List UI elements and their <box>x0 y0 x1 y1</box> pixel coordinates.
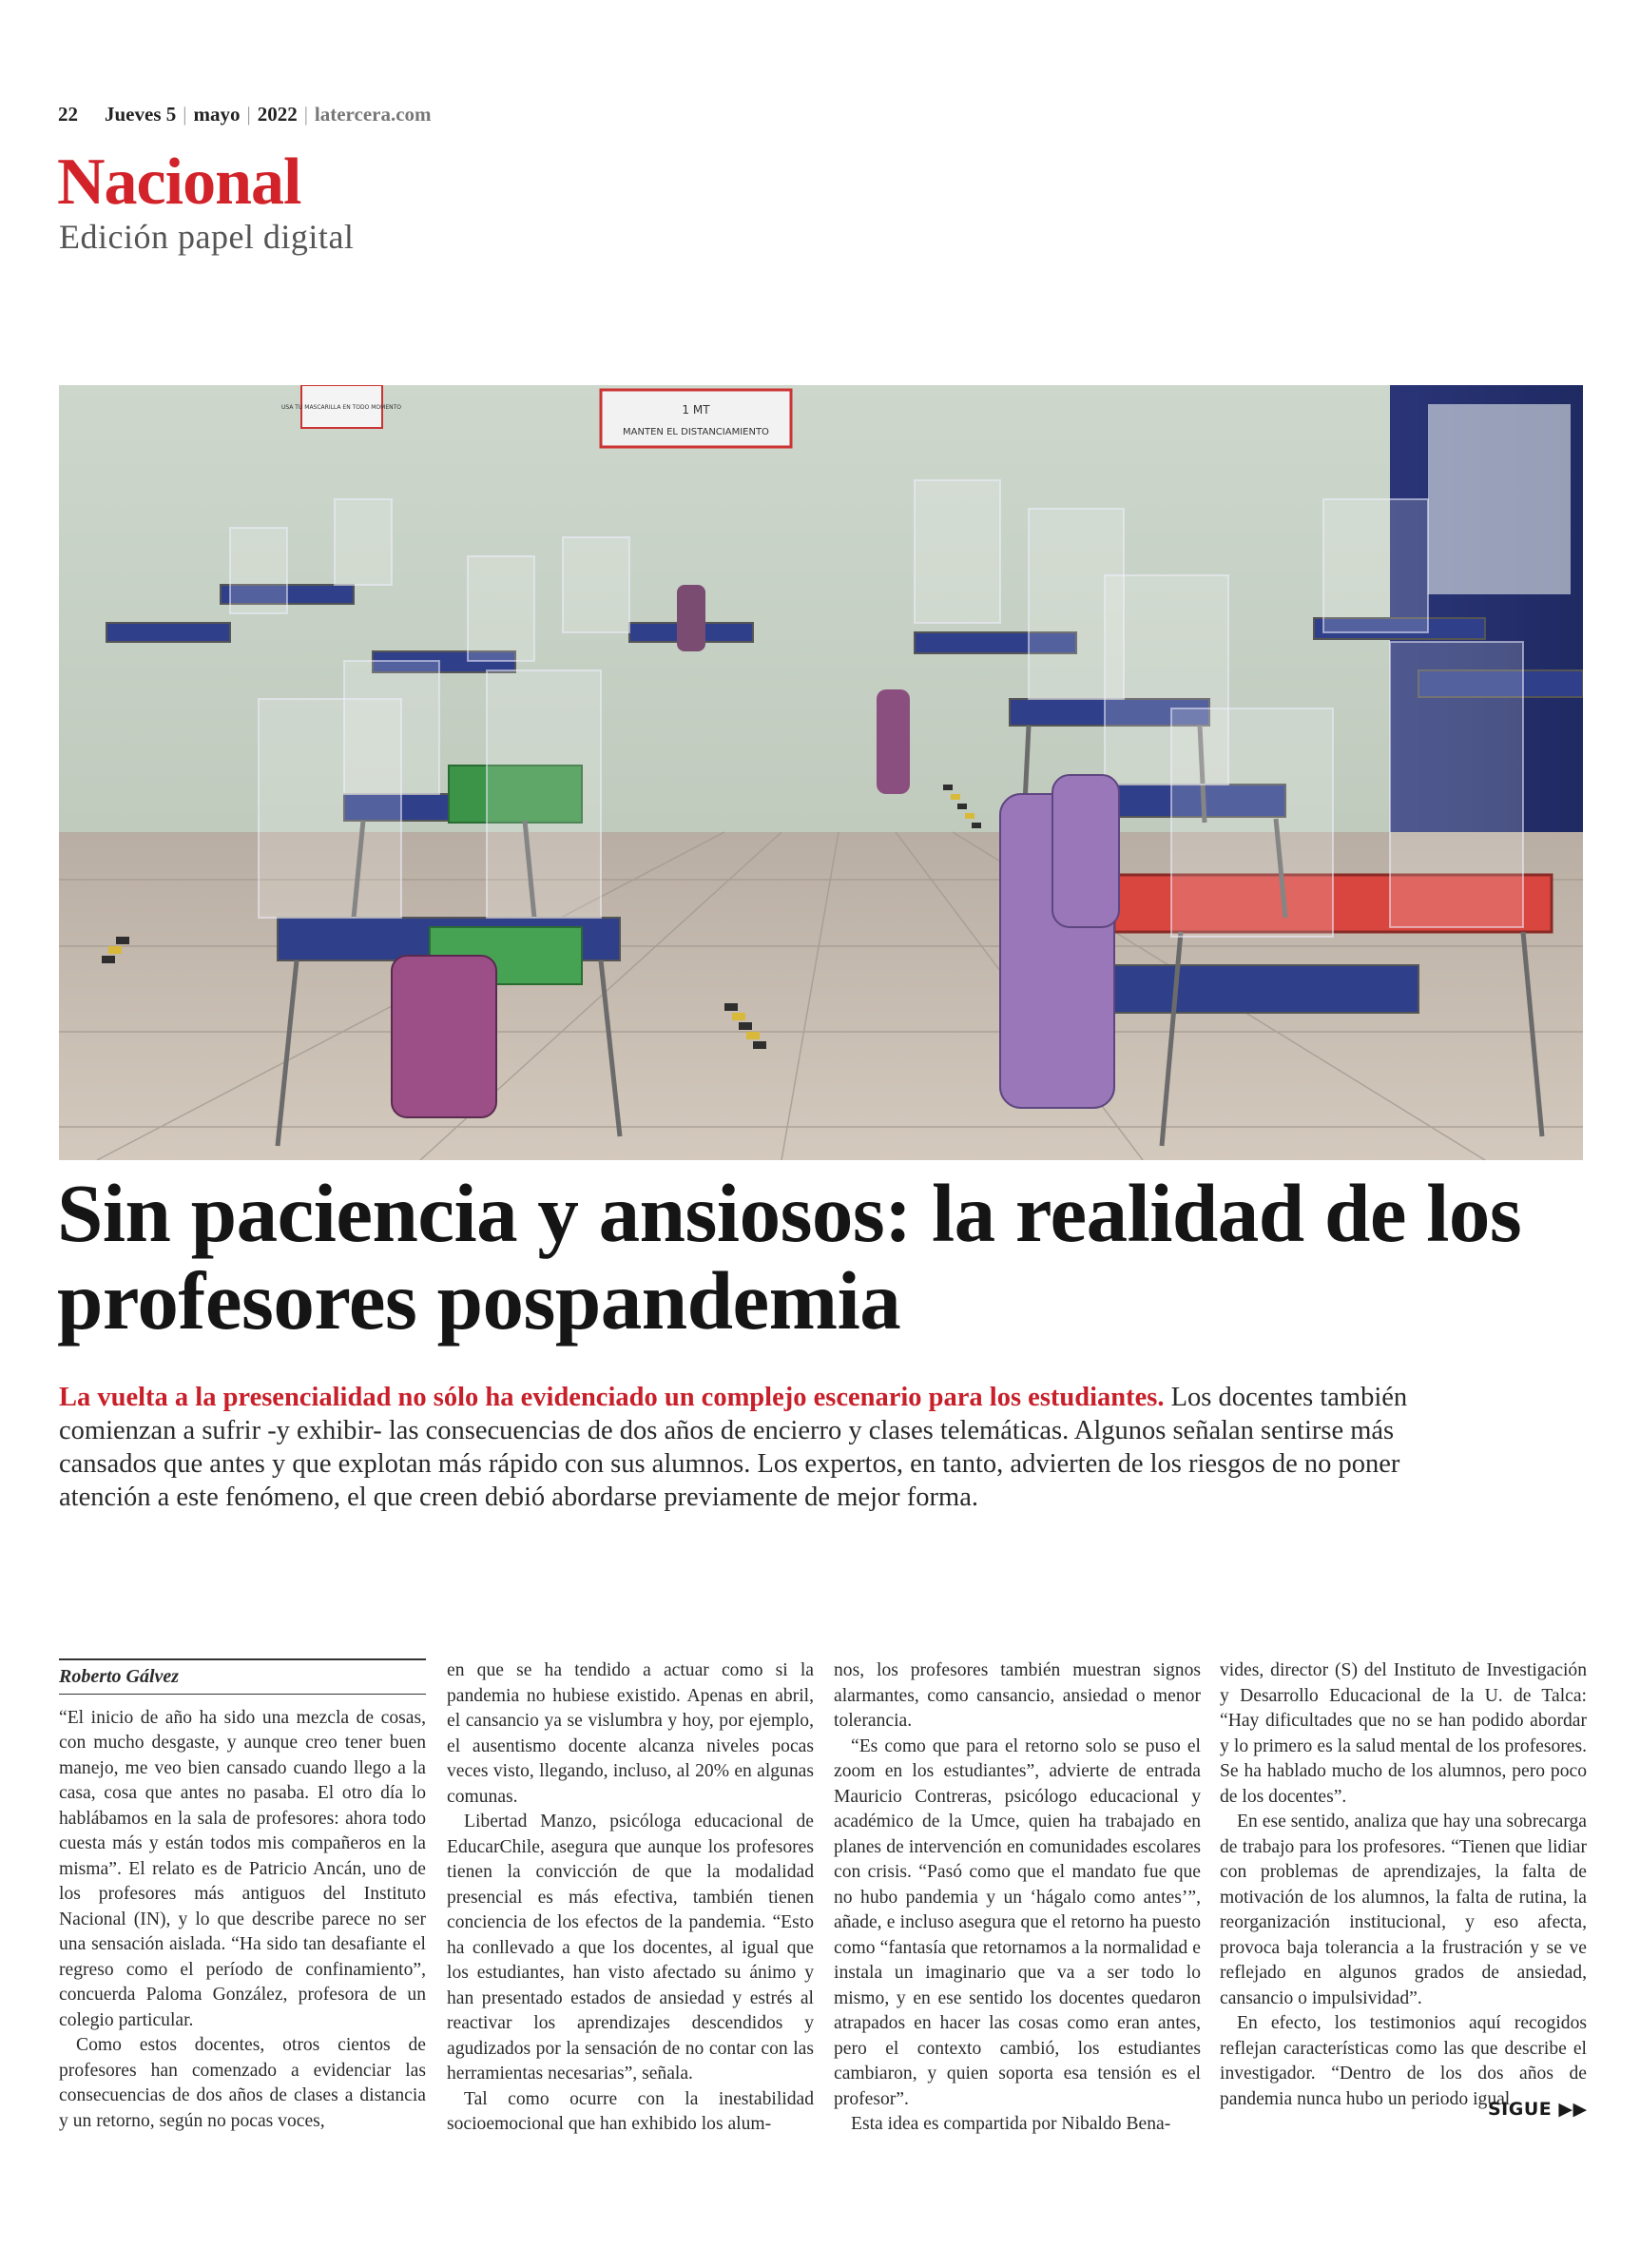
sign-distance: 1 MT <box>682 403 710 417</box>
header-separator: | <box>246 102 251 126</box>
classroom-photo <box>59 385 1583 1160</box>
paragraph: vides, director (S) del Instituto de Investigación y Desarrollo Educacional de la U. de Talca: “Hay dificultades que no se han podido abordar y lo primero es la salud mental de los profesores. Se ha hablado mucho de los alumnos, pero poco de los docentes”. <box>1220 1660 1587 1807</box>
section-subtitle: Edición papel digital <box>59 218 355 256</box>
header-separator: | <box>303 102 308 126</box>
paragraph: “El inicio de año ha sido una mezcla de cosas, con mucho desgaste, y aunque creo tener buen manejo, me veo bien cansado cuando llego a la casa, cosa que antes no pasaba. El otro día lo hablábamos en la sala de profesores: ahora todo cuesta más y están todos mis compañeros en la misma”. El relato es de Patricio Ancán, uno de los profesores más antiguos del Instituto Nacional (IN), y lo que describe parece no ser una sensación aislada. “Ha sido tan desafiante el regreso como el período de confinamiento”, concuerda Paloma González, profesora de un colegio particular. <box>59 1707 426 2030</box>
lede-text: Los docentes también comienzan a sufrir -y exhibir- las consecuencias de dos años de encierro y clases telemáticas. Algunos señalan sentirse más cansados que antes y que explotan más rápido con sus alumnos. Los expertos, en tanto, advierten de los riesgos de no poner atención a este fenómeno, el que creen debió abordarse previamente de mejor forma. <box>59 1383 1408 1512</box>
section-title: Nacional <box>57 145 301 219</box>
body-column-4 <box>1220 1658 1587 2112</box>
paragraph: Libertad Manzo, psicóloga educacional de EducarChile, asegura que aunque los profesores tienen la convicción de que la modalidad presencial es más efectiva, también tienen conciencia de los efectos de la pandemia. “Esto ha conllevado a que los docentes, al igual que los estudiantes, han visto afectado su ánimo y han presentado estados de ansiedad y estrés al reactivar los aprendizajes descendidos y agudizados por la sensación de no contar con las herramientas necesarias”, señala. <box>447 1812 814 2084</box>
header-separator: | <box>183 102 187 126</box>
poster-text: USA TU MASCARILLA EN TODO MOMENTO <box>280 404 402 411</box>
paragraph: nos, los profesores también muestran signos alarmantes, como cansancio, ansiedad o menor tolerancia. <box>834 1660 1201 1731</box>
paragraph: “Es como que para el retorno solo se puso el zoom en los estudiantes”, advierte de entrada Mauricio Contreras, psicólogo educacional y académico de la Umce, quien ha trabajado en planes de intervención en comunidades escolares con crisis. “Pasó como que el mandato fue que no hubo pandemia y un ‘hágalo como antes’”, añade, e incluso asegura que el retorno ha puesto como “fantasía que retornamos a la normalidad e instala un imaginario que va a ser todo lo mismo, y en ese sentido los docentes quedaron atrapados en hacer las cosas como eran antes, pero el contexto cambió, los estudiantes cambiaron, y quien soporta esa tensión es el profesor”. <box>834 1735 1201 2109</box>
paragraph: Como estos docentes, otros cientos de profesores han comenzado a evidenciar las consecuencias de dos años de clases a distancia y un retorno, según no pocas voces, <box>59 2035 426 2131</box>
sign-text: MANTEN EL DISTANCIAMIENTO <box>623 427 769 437</box>
continue-marker[interactable]: SIGUE ▶▶ <box>1488 2099 1588 2120</box>
article-lede <box>59 1381 1466 1514</box>
body-column-3 <box>834 1658 1201 2138</box>
paragraph: en que se ha tendido a actuar como si la pandemia no hubiese existido. Apenas en abril, el cansancio ya se vislumbra y hoy, por ejemplo, el ausentismo docente alcanza niveles pocas veces visto, llegando, incluso, al 20% en algunas comunas. <box>447 1660 814 1807</box>
issue-year: 2022 <box>257 102 298 126</box>
body-column-1 <box>59 1658 426 2134</box>
page-number: 22 <box>58 102 78 126</box>
page-header <box>58 99 432 129</box>
site-link[interactable]: latercera.com <box>314 102 432 126</box>
paragraph: En ese sentido, analiza que hay una sobrecarga de trabajo para los profesores. “Tienen que lidiar con problemas de aprendizajes, la falta de motivación de los alumnos, la falta de rutina, la reorganización institucional, y eso afecta, provoca baja tolerancia a la frustración y se ve reflejado en algunos grados de ansiedad, cansancio o impulsividad”. <box>1220 1812 1587 2008</box>
lede-highlight: La vuelta a la presencialidad no sólo ha evidenciado un complejo escenario para los estudiantes. <box>59 1383 1165 1412</box>
paragraph: En efecto, los testimonios aquí recogidos reflejan características como las que describe el investigador. “Dentro de los dos años de pandemia nunca hubo un periodo igual <box>1220 2013 1587 2109</box>
article-headline: Sin paciencia y ansiosos: la realidad de los profesores pospandemia <box>57 1167 1522 1347</box>
classroom-illustration <box>59 385 1583 1160</box>
paragraph: Tal como ocurre con la inestabilidad socioemocional que han exhibido los alum- <box>447 2088 814 2134</box>
issue-month: mayo <box>193 102 241 126</box>
author-byline: Roberto Gálvez <box>59 1658 426 1695</box>
issue-day: Jueves 5 <box>105 102 177 126</box>
paragraph: Esta idea es compartida por Nibaldo Bena- <box>851 2114 1171 2134</box>
body-column-2 <box>447 1658 814 2138</box>
